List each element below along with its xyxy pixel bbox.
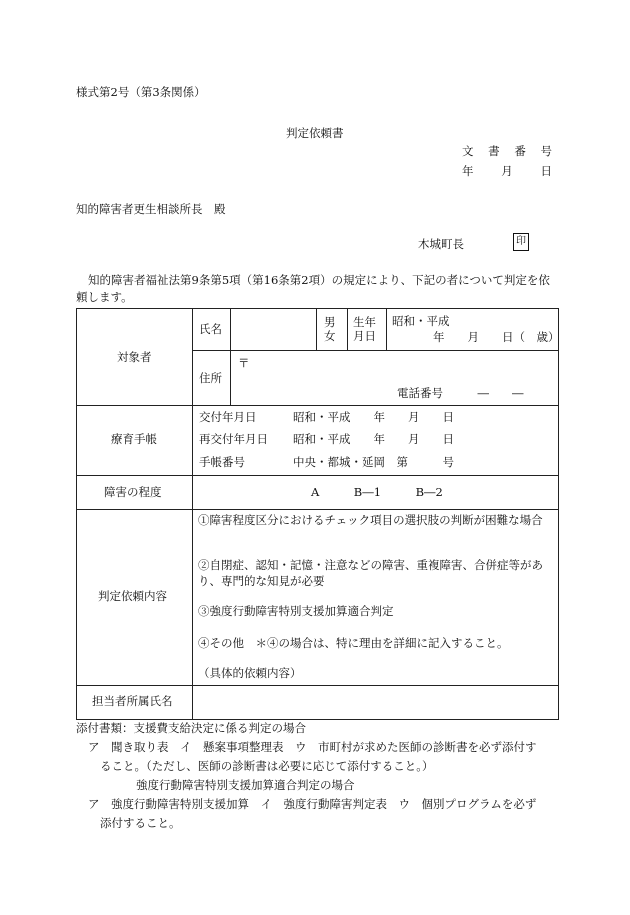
notes-line-2: ること。（ただし、医師の診断書は必要に応じて添付すること。） [100, 759, 434, 773]
doc-number-char: 文 [462, 144, 474, 158]
notes-heading: 添付書類：支援費支給決定に係る判定の場合 [76, 721, 306, 735]
doc-number-char: 書 [488, 144, 500, 158]
attachment-notes [76, 719, 566, 833]
handbook-number-value: 中央・都城・延岡 第 号 [293, 455, 454, 469]
birth-label: 生年 月日 [353, 315, 376, 343]
degree-label: 障害の程度 [104, 485, 162, 499]
request-item-1: ①障害程度区分におけるチェック項目の選択肢の判断が困難な場合 [198, 513, 543, 527]
doc-number [462, 143, 552, 159]
issue-date-label: 交付年月日 [199, 410, 257, 424]
notes-line-3: ア 強度行動障害特別支援加算 イ 強度行動障害判定表 ウ 個別プログラムを必ず [88, 797, 537, 811]
subject-label: 対象者 [117, 350, 152, 364]
notes-heading-2: 強度行動障害特別支援加算適合判定の場合 [136, 778, 355, 792]
address-label: 住所 [199, 371, 222, 385]
request-detail: （具体的依頼内容） [198, 666, 302, 680]
request-item-3: ③強度行動障害特別支援加算適合判定 [198, 604, 394, 618]
notes-line-4: 添付すること。 [100, 816, 181, 830]
birth-date: 年 月 日（ 歳） [433, 330, 560, 344]
sender: 木城町長 [418, 237, 464, 251]
degree-options: A B―1 B―2 [311, 485, 443, 499]
reissue-date-value: 昭和・平成 年 月 日 [293, 432, 454, 446]
birth-era: 昭和・平成 [392, 314, 450, 328]
reissue-date-label: 再交付年月日 [199, 432, 268, 446]
addressee: 知的障害者更生相談所長 殿 [76, 202, 226, 216]
form-id: 様式第2号（第3条関係） [76, 85, 206, 99]
request-label: 判定依頼内容 [98, 589, 167, 603]
seal-stamp: 印 [513, 233, 529, 251]
doc-date-year: 年 [462, 164, 474, 178]
request-item-4: ④その他 ＊④の場合は、特に理由を詳細に記入すること。 [198, 636, 509, 650]
handbook-label: 療育手帳 [111, 432, 157, 446]
staff-label: 担当者所属氏名 [92, 694, 173, 708]
issue-date-value: 昭和・平成 年 月 日 [293, 410, 454, 424]
phone-label: 電話番号 ― ― [397, 386, 524, 400]
name-label: 氏名 [199, 322, 222, 336]
doc-number-char: 号 [540, 144, 552, 158]
notes-line-1: ア 聞き取り表 イ 懸案事項整理表 ウ 市町村が求めた医師の診断書を必ず添付す [88, 740, 537, 754]
sex-label: 男 女 [324, 315, 336, 343]
doc-date [462, 163, 552, 179]
handbook-number-label: 手帳番号 [199, 455, 245, 469]
intro-paragraph [76, 272, 560, 306]
doc-number-char: 番 [514, 144, 526, 158]
doc-date-day: 日 [540, 164, 552, 178]
request-item-2: ②自閉症、認知・記憶・注意などの障害、重複障害、合併症等があり、専門的な知見が必要 [198, 558, 543, 588]
intro-text: 知的障害者福祉法第9条第5項（第16条第2項）の規定により、下記の者について判定を依頼します。 [76, 273, 550, 304]
page-title: 判定依頼書 [286, 126, 344, 140]
postal-mark: 〒 [238, 356, 250, 370]
request-table [76, 308, 559, 720]
doc-date-month: 月 [501, 164, 513, 178]
